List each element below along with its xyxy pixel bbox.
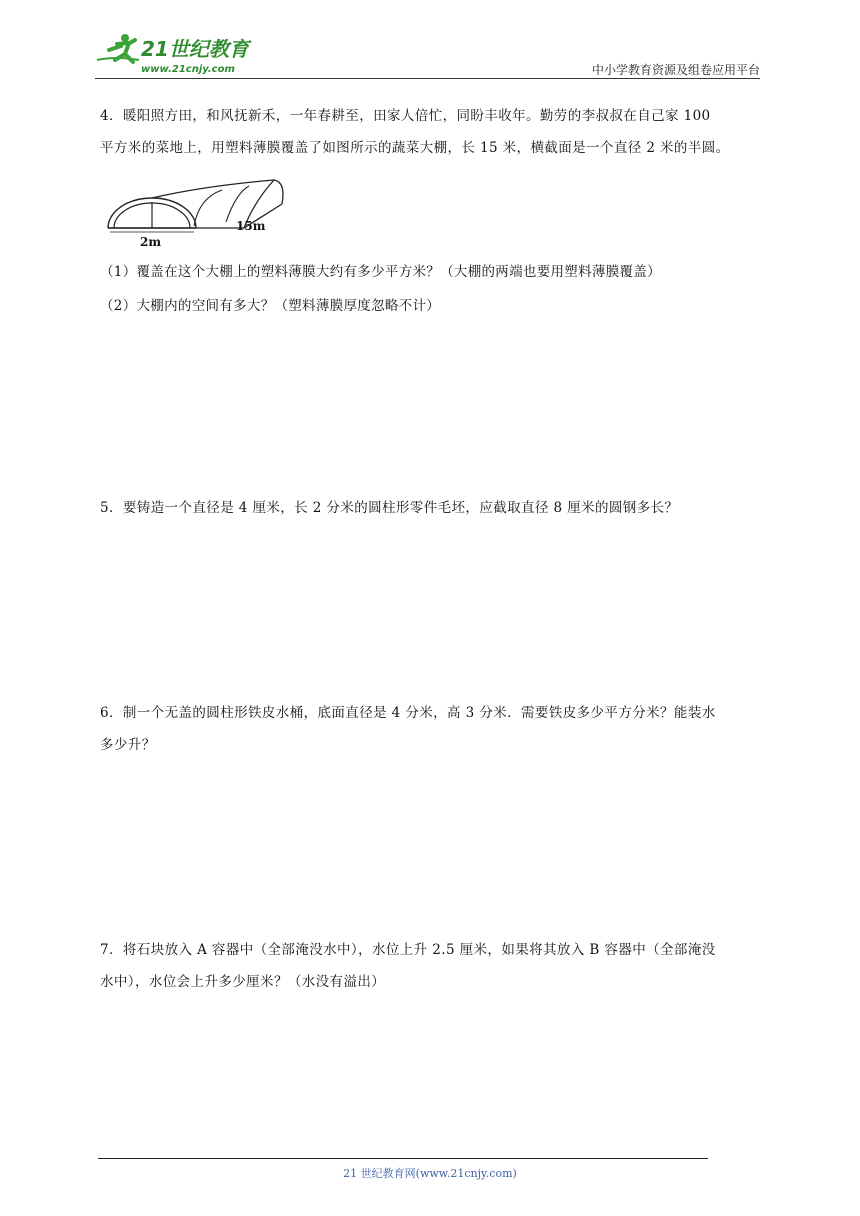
length-label: 15m	[236, 219, 266, 233]
question-6	[100, 697, 762, 761]
question-4	[100, 100, 762, 164]
sub-question-2: （2）大棚内的空间有多大？（塑料薄膜厚度忽略不计）	[100, 298, 441, 314]
logo-title: 21世纪教育	[141, 37, 249, 61]
logo	[95, 30, 265, 76]
platform-name: 中小学教育资源及组卷应用平台	[591, 63, 760, 77]
diameter-label: 2m	[140, 235, 162, 249]
question-7	[100, 934, 762, 998]
footer-divider	[98, 1158, 708, 1159]
question-text-line: 平方米的菜地上，用塑料薄膜覆盖了如图所示的蔬菜大棚，长 15 米，横截面是一个直径 2 米的半圆。	[100, 140, 730, 156]
question-text-line: 7．将石块放入 A 容器中（全部淹没水中），水位上升 2.5 厘米，如果将其放入 B 容器中（全部淹没	[100, 942, 716, 958]
footer-link[interactable]: 21 世纪教育网(www.21cnjy.com)	[343, 1167, 517, 1180]
question-5	[100, 492, 762, 524]
question-text-line: 多少升？	[100, 737, 156, 753]
logo-url: www.21cnjy.com	[141, 64, 235, 75]
sub-question-1: （1）覆盖在这个大棚上的塑料薄膜大约有多少平方米？（大棚的两端也要用塑料薄膜覆盖）	[100, 264, 661, 280]
runner-icon	[97, 34, 139, 62]
question-text-line: 5．要铸造一个直径是 4 厘米，长 2 分米的圆柱形零件毛坯，应截取直径 8 厘米的圆钢多长？	[100, 500, 679, 516]
page-header	[95, 28, 760, 80]
question-text-line: 6．制一个无盖的圆柱形铁皮水桶，底面直径是 4 分米，高 3 分米．需要铁皮多少平方分米？能装水	[100, 705, 716, 721]
question-text-line: 4．暖阳照方田，和风抚新禾，一年春耕至，田家人倍忙，同盼丰收年。勤劳的李叔叔在自己家 100	[100, 108, 711, 124]
header-divider	[95, 78, 760, 79]
question-text-line: 水中），水位会上升多少厘米？（水没有溢出）	[100, 974, 386, 990]
greenhouse-figure	[104, 178, 294, 250]
